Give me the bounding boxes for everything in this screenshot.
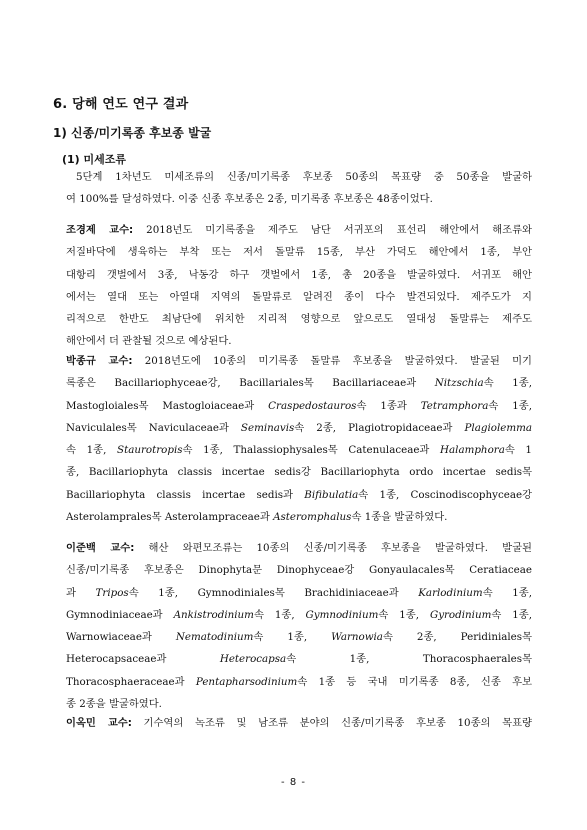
para-line: 종 2종을 발굴하였다.: [66, 698, 162, 711]
paragraph-lee-om: [66, 712, 532, 734]
para-line: 신종/미기록종 후보종은 Dinophyta문 Dinophyceae강 Gonyaulacales목 Ceratiaceae: [66, 564, 532, 577]
author-label: 이준백 교수:: [66, 542, 135, 554]
para-line: Mastogloiales목 Mastogloiaceae과 Craspedostauros속 1종과 Tetramphora속 1종,: [66, 399, 532, 412]
para-line: 이준백 교수: 해산 와편모조류는 10종의 신종/미기록종 후보종을 발굴하였다. 발굴된: [66, 542, 532, 554]
para-line: 이옥민 교수: 기수역의 녹조류 및 남조류 분야의 신종/미기록종 후보종 10종의 목표량: [66, 717, 532, 729]
para-line: Naviculales목 Naviculaceae과 Seminavis속 2종, Plagiotropidaceae과 Plagiolemma: [66, 421, 532, 434]
para-line: 저질바닥에 생육하는 부착 또는 저서 돌말류 15종, 부산 가덕도 해안에서 1종, 부안: [66, 246, 532, 259]
para-line: 박종규 교수: 2018년도에 10종의 미기록종 돌말류 후보종을 발굴하였다. 발굴된 미기: [66, 355, 532, 367]
para-line: Thoracosphaeraceae과 Pentapharsodinium속 1종 등 국내 미기록종 8종, 신종 후보: [66, 675, 532, 688]
paragraph-cho: [66, 219, 532, 353]
para-line: 리적으로 한반도 최남단에 위치한 지리적 영향으로 앞으로도 열대성 돌말류는 제주도: [66, 313, 532, 326]
page-number: - 8 -: [281, 777, 306, 788]
para-line: 대항리 갯벌에서 3종, 낙동강 하구 갯벌에서 1종, 총 20종을 발굴하였다. 서귀포 해안: [66, 268, 532, 281]
para-line: Warnowiaceae과 Nematodinium속 1종, Warnowia속 2종, Peridiniales목: [66, 631, 532, 644]
author-label: 이옥민 교수:: [66, 717, 132, 729]
intro-line-2: 여 100%를 달성하였다. 이중 신종 후보종은 2종, 미기록종 후보종은 48종이었다.: [66, 193, 433, 206]
para-line: Heterocapsaceae과 Heterocapsa속 1종, Thoracosphaerales목: [66, 653, 532, 666]
paragraph-park: [66, 350, 532, 528]
intro-paragraph: [66, 166, 532, 211]
intro-line-1: 5단계 1차년도 미세조류의 신종/미기록종 후보종 50종의 목표량 중 50종을 발굴하: [76, 171, 532, 183]
author-label: 박종규 교수:: [66, 355, 133, 367]
para-line: 조경제 교수: 2018년도 미기록종을 제주도 남단 서귀포의 표선리 해안에서 해조류와: [66, 224, 532, 236]
subsubsection-heading: (1) 미세조류: [62, 153, 127, 166]
para-line: Asterolamprales목 Asterolampraceae과 Asteromphalus속 1종을 발굴하였다.: [66, 511, 448, 524]
section-heading: 6. 당해 연도 연구 결과: [53, 97, 189, 112]
para-line: 속 1종, Staurotropis속 1종, Thalassiophysales목 Catenulaceae과 Halamphora속 1: [66, 444, 532, 457]
para-line: 종, Bacillariophyta classis incertae sedis강 Bacillariophyta ordo incertae sedis목: [66, 466, 532, 479]
para-line: Bacillariophyta classis incertae sedis과 Bifibulatia속 1종, Coscinodiscophyceae강: [66, 488, 532, 501]
paragraph-lee-jb: [66, 537, 532, 715]
subsection-heading: 1) 신종/미기록종 후보종 발굴: [53, 126, 212, 140]
para-line: 록종은 Bacillariophyceae강, Bacillariales목 Bacillariaceae과 Nitzschia속 1종,: [66, 377, 532, 390]
author-label: 조경제 교수:: [66, 224, 134, 236]
para-line: 과 Tripos속 1종, Gymnodiniales목 Brachidiniaceae과 Karlodinium속 1종,: [66, 586, 532, 599]
para-line: 에서는 열대 또는 아열대 지역의 돌말류로 알려진 종이 다수 발견되었다. 제주도가 지: [66, 290, 532, 303]
para-line: Gymnodiniaceae과 Ankistrodinium속 1종, Gymnodinium속 1종, Gyrodinium속 1종,: [66, 608, 532, 621]
para-line: 해안에서 더 관찰될 것으로 예상된다.: [66, 335, 232, 348]
